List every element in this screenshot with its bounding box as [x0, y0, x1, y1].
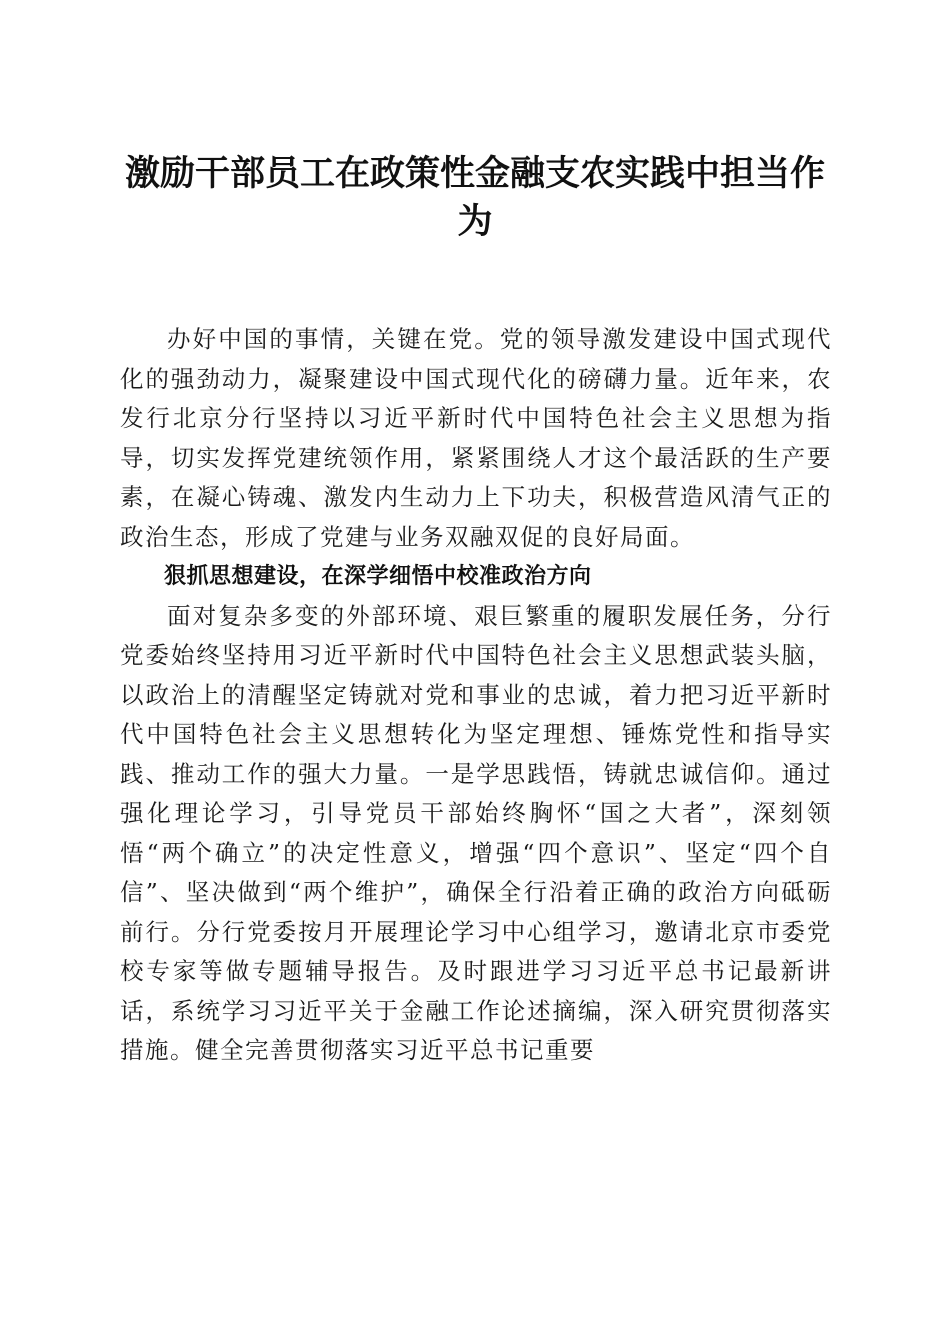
- section-heading: 狠抓思想建设，在深学细悟中校准政治方向: [164, 564, 592, 589]
- intro-paragraph: 办好中国的事情，关键在党。党的领导激发建设中国式现代化的强劲动力，凝聚建设中国式现代化的磅礴力量。近年来，农发行北京分行坚持以习近平新时代中国特色社会主义思想为指导，切实发挥党建统领作用，紧紧围绕人才这个最活跃的生产要素，在凝心铸魂、激发内生动力上下功夫，积极营造风清气正的政治生态，形成了党建与业务双融双促的良好局面。: [120, 325, 832, 551]
- document-body: [120, 320, 832, 1071]
- body-paragraph: 面对复杂多变的外部环境、艰巨繁重的履职发展任务，分行党委始终坚持用习近平新时代中国特色社会主义思想武装头脑，以政治上的清醒坚定铸就对党和事业的忠诚，着力把习近平新时代中国特色社会主义思想转化为坚定理想、锤炼党性和指导实践、推动工作的强大力量。一是学思践悟，铸就忠诚信仰。通过强化理论学习，引导党员干部始终胸怀“国之大者”，深刻领悟“两个确立”的决定性意义，增强“四个意识”、坚定“四个自信”、坚决做到“两个维护”，确保全行沿着正确的政治方向砥砺前行。分行党委按月开展理论学习中心组学习，邀请北京市委党校专家等做专题辅导报告。及时跟进学习习近平总书记最新讲话，系统学习习近平关于金融工作论述摘编，深入研究贯彻落实措施。健全完善贯彻落实习近平总书记重要: [120, 601, 832, 1064]
- document-title: 激励干部员工在政策性金融支农实践中担当作为: [124, 153, 825, 242]
